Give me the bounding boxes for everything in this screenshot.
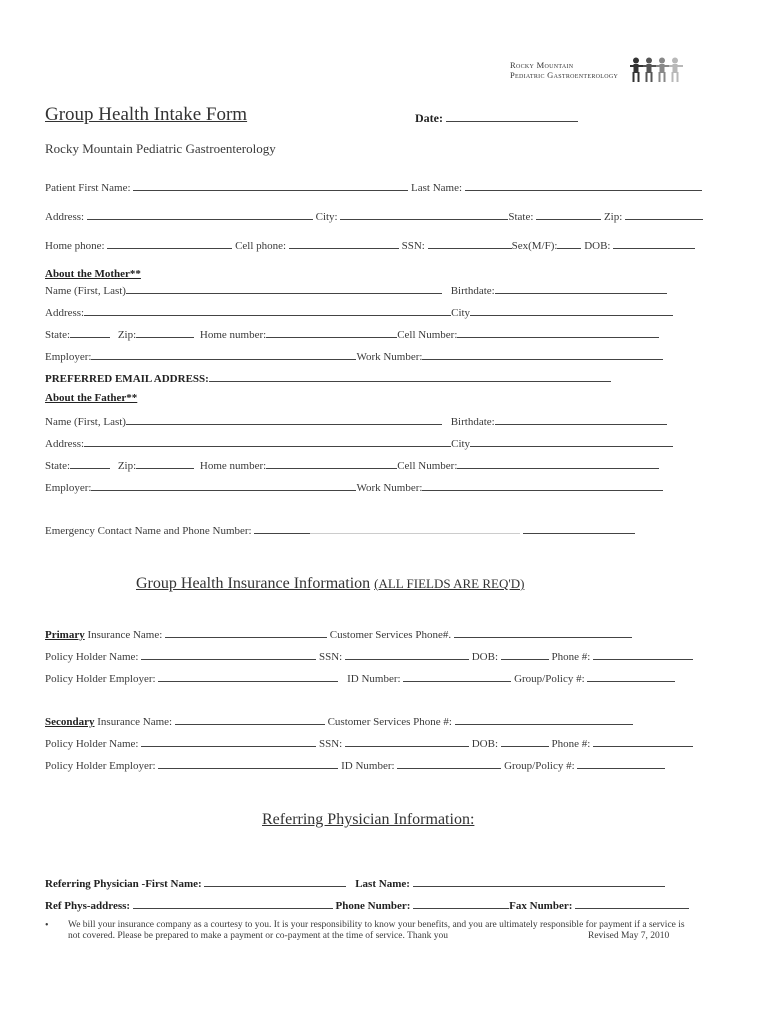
form-title: Group Health Intake Form — [45, 104, 248, 125]
father-name-label: Name (First, Last) — [45, 416, 126, 428]
insurance-heading: Group Health Insurance Information — [136, 575, 371, 592]
referring-heading: Referring Physician Information: — [262, 811, 475, 828]
primary-group-policy-label: Group/Policy #: — [514, 673, 585, 685]
secondary-group-policy-label: Group/Policy #: — [504, 760, 575, 772]
patient-city-label: City: — [315, 211, 338, 223]
primary-policy-holder-row — [45, 649, 693, 663]
primary-insurance-row — [45, 627, 632, 641]
father-cell-number-label: Cell Number: — [397, 460, 458, 472]
insurance-heading-row — [136, 575, 524, 593]
mother-name-field[interactable] — [126, 283, 442, 294]
father-home-number-label: Home number: — [199, 460, 267, 472]
primary-employer-row — [45, 671, 675, 685]
mother-address-field[interactable] — [84, 305, 451, 316]
secondary-insurance-row — [45, 714, 633, 728]
referring-fax-label: Fax Number: — [509, 900, 573, 912]
primary-ssn-field[interactable] — [345, 649, 469, 660]
secondary-insurance-name-field[interactable] — [175, 714, 325, 725]
primary-phone-label: Phone #: — [551, 651, 591, 663]
primary-policy-holder-name-field[interactable] — [141, 649, 316, 660]
father-contact-row — [45, 458, 659, 472]
date-label — [415, 111, 578, 126]
referring-first-name-label: Referring Physician -First Name: — [45, 878, 202, 890]
patient-ssn-field[interactable] — [428, 238, 512, 249]
secondary-phone-label: Phone #: — [551, 738, 591, 750]
emergency-contact-row — [45, 523, 635, 537]
secondary-policy-holder-name-label: Policy Holder Name: — [45, 738, 139, 750]
revised-date: Revised May 7, 2010 — [588, 931, 670, 941]
father-heading: About the Father** — [45, 392, 138, 404]
mother-zip-label: Zip: — [117, 329, 137, 341]
patient-address-row — [45, 209, 703, 223]
primary-phone-field[interactable] — [593, 649, 693, 660]
father-zip-field[interactable] — [136, 458, 194, 469]
mother-birthdate-field[interactable] — [495, 283, 667, 294]
patient-first-name-label: Patient First Name: — [45, 182, 131, 194]
secondary-id-number-label: ID Number: — [341, 760, 395, 772]
primary-ssn-label: SSN: — [318, 651, 343, 663]
referring-address-label: Ref Phys-address: — [45, 900, 131, 912]
insurance-heading-note: (ALL FIELDS ARE REQ'D) — [374, 576, 525, 591]
father-employer-field[interactable] — [91, 480, 356, 491]
patient-home-phone-label: Home phone: — [45, 240, 105, 252]
father-state-field[interactable] — [70, 458, 110, 469]
mother-state-field[interactable] — [70, 327, 110, 338]
father-birthdate-label: Birthdate: — [450, 416, 495, 428]
secondary-phone-field[interactable] — [593, 736, 693, 747]
secondary-id-number-field[interactable] — [397, 758, 501, 769]
patient-name-row — [45, 180, 702, 194]
primary-dob-field[interactable] — [501, 649, 549, 660]
father-work-number-label: Work Number: — [356, 482, 423, 494]
referring-last-name-label: Last Name: — [355, 878, 410, 890]
mother-address-row — [45, 305, 673, 319]
date-label-text: Date: — [415, 111, 443, 125]
referring-fax-field[interactable] — [575, 898, 689, 909]
email-field[interactable] — [209, 371, 611, 382]
father-cell-number-field[interactable] — [457, 458, 659, 469]
mother-name-label: Name (First, Last) — [45, 285, 126, 297]
primary-policy-holder-employer-label: Policy Holder Employer: — [45, 673, 156, 685]
secondary-group-policy-field[interactable] — [577, 758, 665, 769]
secondary-policy-holder-row — [45, 736, 693, 750]
father-employer-label: Employer: — [45, 482, 92, 494]
father-zip-label: Zip: — [117, 460, 137, 472]
mother-heading: About the Mother** — [45, 268, 141, 280]
email-row — [45, 371, 611, 385]
mother-work-number-label: Work Number: — [356, 351, 423, 363]
patient-state-field[interactable] — [536, 209, 601, 220]
patient-city-field[interactable] — [340, 209, 508, 220]
logo-text — [510, 60, 618, 80]
secondary-customer-phone-label: Customer Services Phone #: — [327, 716, 452, 728]
referring-phone-field[interactable] — [413, 898, 509, 909]
emergency-contact-name-field[interactable] — [254, 523, 310, 534]
mother-city-field[interactable] — [470, 305, 673, 316]
mother-contact-row — [45, 327, 659, 341]
primary-dob-label: DOB: — [471, 651, 499, 663]
primary-insurance-name-field[interactable] — [165, 627, 327, 638]
father-home-number-field[interactable] — [266, 458, 397, 469]
father-work-number-field[interactable] — [422, 480, 663, 491]
secondary-ssn-field[interactable] — [345, 736, 469, 747]
referring-first-name-field[interactable] — [204, 876, 346, 887]
mother-work-number-field[interactable] — [422, 349, 663, 360]
primary-group-policy-field[interactable] — [587, 671, 675, 682]
referring-phone-label: Phone Number: — [335, 900, 411, 912]
mother-zip-field[interactable] — [136, 327, 194, 338]
primary-customer-phone-field[interactable] — [454, 627, 632, 638]
footer-note-line-2-wrap — [68, 931, 738, 942]
patient-last-name-field[interactable] — [465, 180, 702, 191]
father-city-field[interactable] — [470, 436, 673, 447]
mother-cell-number-field[interactable] — [457, 327, 659, 338]
secondary-employer-row — [45, 758, 665, 772]
patient-home-phone-field[interactable] — [107, 238, 232, 249]
primary-policy-holder-name-label: Policy Holder Name: — [45, 651, 139, 663]
primary-insurance-name-label: Insurance Name: — [87, 629, 163, 641]
patient-address-label: Address: — [45, 211, 85, 223]
primary-customer-phone-label: Customer Services Phone#. — [329, 629, 452, 641]
secondary-policy-holder-name-field[interactable] — [141, 736, 316, 747]
father-address-row — [45, 436, 673, 450]
form-subtitle: Rocky Mountain Pediatric Gastroenterology — [45, 141, 276, 156]
primary-policy-holder-employer-field[interactable] — [158, 671, 338, 682]
primary-word: Primary — [45, 629, 85, 641]
father-name-field[interactable] — [126, 414, 442, 425]
secondary-policy-holder-employer-field[interactable] — [158, 758, 338, 769]
people-chain-icon — [630, 57, 684, 83]
patient-cell-phone-field[interactable] — [289, 238, 399, 249]
mother-home-number-label: Home number: — [199, 329, 267, 341]
father-name-row — [45, 414, 667, 428]
father-city-label: City — [451, 438, 471, 450]
father-birthdate-field[interactable] — [495, 414, 667, 425]
patient-first-name-field[interactable] — [133, 180, 408, 191]
emergency-contact-faint-line — [310, 523, 520, 534]
secondary-ssn-label: SSN: — [318, 738, 343, 750]
referring-last-name-field[interactable] — [413, 876, 665, 887]
patient-phone-row — [45, 238, 695, 252]
mother-name-row — [45, 283, 667, 297]
footer-bullet: • — [45, 920, 49, 931]
footer-note-line-1: We bill your insurance company as a courtesy to you. It is your responsibility to know your benefits, and you are ultimately responsible for payment if a service is — [68, 920, 685, 930]
patient-state-label: State: — [508, 211, 534, 223]
date-field[interactable] — [446, 111, 578, 122]
mother-birthdate-label: Birthdate: — [450, 285, 495, 297]
emergency-contact-phone-field[interactable] — [523, 523, 635, 534]
mother-address-label: Address: — [45, 307, 85, 319]
emergency-contact-label: Emergency Contact Name and Phone Number: — [45, 525, 252, 537]
patient-last-name-label: Last Name: — [411, 182, 463, 194]
primary-id-number-field[interactable] — [403, 671, 511, 682]
mother-employer-label: Employer: — [45, 351, 92, 363]
footer-note — [68, 920, 738, 942]
primary-id-number-label: ID Number: — [347, 673, 401, 685]
footer-note-line-2: not covered. Please be prepared to make a payment or co-payment at the time of service. Thank you — [68, 931, 448, 941]
secondary-policy-holder-employer-label: Policy Holder Employer: — [45, 760, 156, 772]
mother-city-label: City — [451, 307, 471, 319]
patient-address-field[interactable] — [87, 209, 313, 220]
father-state-label: State: — [45, 460, 71, 472]
referring-name-row — [45, 876, 665, 890]
secondary-word: Secondary — [45, 716, 95, 728]
patient-ssn-label: SSN: — [401, 240, 425, 252]
referring-address-field[interactable] — [133, 898, 333, 909]
email-label: PREFERRED EMAIL ADDRESS: — [45, 373, 209, 385]
patient-dob-field[interactable] — [613, 238, 695, 249]
secondary-dob-label: DOB: — [471, 738, 499, 750]
logo-line-2: Pediatric Gastroenterology — [510, 70, 619, 80]
secondary-insurance-name-label: Insurance Name: — [97, 716, 173, 728]
father-employer-row — [45, 480, 663, 494]
father-address-field[interactable] — [84, 436, 451, 447]
patient-sex-label: Sex(M/F): — [511, 240, 558, 252]
referring-address-row — [45, 898, 689, 912]
mother-home-number-field[interactable] — [266, 327, 397, 338]
father-address-label: Address: — [45, 438, 85, 450]
mother-employer-field[interactable] — [91, 349, 356, 360]
patient-cell-phone-label: Cell phone: — [235, 240, 287, 252]
patient-zip-field[interactable] — [625, 209, 703, 220]
patient-zip-label: Zip: — [603, 211, 623, 223]
mother-cell-number-label: Cell Number: — [397, 329, 458, 341]
logo-line-1: Rocky Mountain — [510, 60, 574, 70]
mother-employer-row — [45, 349, 663, 363]
secondary-customer-phone-field[interactable] — [455, 714, 633, 725]
mother-state-label: State: — [45, 329, 71, 341]
patient-dob-label: DOB: — [584, 240, 611, 252]
secondary-dob-field[interactable] — [501, 736, 549, 747]
patient-sex-field[interactable] — [557, 238, 581, 249]
